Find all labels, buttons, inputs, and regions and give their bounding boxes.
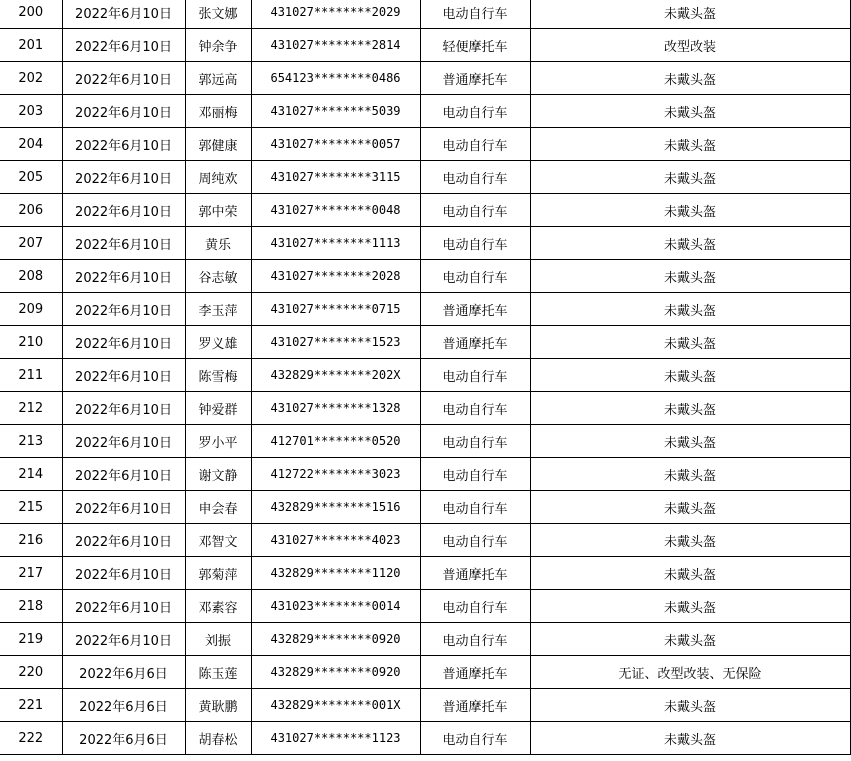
violation-cell: 未戴头盔 bbox=[530, 458, 850, 491]
date-cell: 2022年6月10日 bbox=[62, 623, 185, 656]
violation-cell: 无证、改型改装、无保险 bbox=[530, 656, 850, 689]
date-cell: 2022年6月10日 bbox=[62, 227, 185, 260]
id-number-cell: 432829********1516 bbox=[251, 491, 420, 524]
name-cell: 张文娜 bbox=[185, 0, 251, 29]
violation-cell: 未戴头盔 bbox=[530, 227, 850, 260]
row-number-cell: 222 bbox=[0, 722, 62, 755]
name-cell: 郭菊萍 bbox=[185, 557, 251, 590]
id-number-cell: 432829********1120 bbox=[251, 557, 420, 590]
id-number-cell: 431027********2814 bbox=[251, 29, 420, 62]
violation-cell: 未戴头盔 bbox=[530, 194, 850, 227]
vehicle-type-cell: 普通摩托车 bbox=[420, 689, 530, 722]
table-row bbox=[0, 590, 850, 623]
vehicle-type-cell: 普通摩托车 bbox=[420, 326, 530, 359]
id-number-cell: 431027********0715 bbox=[251, 293, 420, 326]
name-cell: 申会春 bbox=[185, 491, 251, 524]
date-cell: 2022年6月10日 bbox=[62, 62, 185, 95]
table-row bbox=[0, 293, 850, 326]
name-cell: 陈雪梅 bbox=[185, 359, 251, 392]
id-number-cell: 432829********0920 bbox=[251, 623, 420, 656]
table-row bbox=[0, 95, 850, 128]
name-cell: 刘振 bbox=[185, 623, 251, 656]
date-cell: 2022年6月10日 bbox=[62, 458, 185, 491]
violation-cell: 未戴头盔 bbox=[530, 590, 850, 623]
vehicle-type-cell: 电动自行车 bbox=[420, 590, 530, 623]
table-row bbox=[0, 392, 850, 425]
id-number-cell: 431027********1523 bbox=[251, 326, 420, 359]
violation-cell: 未戴头盔 bbox=[530, 491, 850, 524]
date-cell: 2022年6月10日 bbox=[62, 359, 185, 392]
vehicle-type-cell: 电动自行车 bbox=[420, 524, 530, 557]
table-row bbox=[0, 161, 850, 194]
name-cell: 黄耿鹏 bbox=[185, 689, 251, 722]
date-cell: 2022年6月10日 bbox=[62, 29, 185, 62]
violation-cell: 未戴头盔 bbox=[530, 0, 850, 29]
date-cell: 2022年6月10日 bbox=[62, 161, 185, 194]
vehicle-type-cell: 普通摩托车 bbox=[420, 62, 530, 95]
row-number-cell: 211 bbox=[0, 359, 62, 392]
vehicle-type-cell: 电动自行车 bbox=[420, 491, 530, 524]
date-cell: 2022年6月10日 bbox=[62, 491, 185, 524]
vehicle-type-cell: 电动自行车 bbox=[420, 0, 530, 29]
name-cell: 钟爱群 bbox=[185, 392, 251, 425]
table-row bbox=[0, 29, 850, 62]
table-row bbox=[0, 227, 850, 260]
table-row bbox=[0, 656, 850, 689]
vehicle-type-cell: 普通摩托车 bbox=[420, 656, 530, 689]
vehicle-type-cell: 电动自行车 bbox=[420, 458, 530, 491]
row-number-cell: 206 bbox=[0, 194, 62, 227]
id-number-cell: 654123********0486 bbox=[251, 62, 420, 95]
id-number-cell: 431027********0057 bbox=[251, 128, 420, 161]
violation-cell: 未戴头盔 bbox=[530, 326, 850, 359]
table-row bbox=[0, 128, 850, 161]
id-number-cell: 431027********1113 bbox=[251, 227, 420, 260]
violation-cell: 未戴头盔 bbox=[530, 95, 850, 128]
vehicle-type-cell: 电动自行车 bbox=[420, 425, 530, 458]
violation-cell: 未戴头盔 bbox=[530, 623, 850, 656]
row-number-cell: 201 bbox=[0, 29, 62, 62]
id-number-cell: 432829********001X bbox=[251, 689, 420, 722]
id-number-cell: 431023********0014 bbox=[251, 590, 420, 623]
row-number-cell: 205 bbox=[0, 161, 62, 194]
id-number-cell: 431027********4023 bbox=[251, 524, 420, 557]
row-number-cell: 213 bbox=[0, 425, 62, 458]
row-number-cell: 219 bbox=[0, 623, 62, 656]
row-number-cell: 216 bbox=[0, 524, 62, 557]
violation-cell: 未戴头盔 bbox=[530, 359, 850, 392]
date-cell: 2022年6月10日 bbox=[62, 326, 185, 359]
id-number-cell: 431027********5039 bbox=[251, 95, 420, 128]
name-cell: 谢文静 bbox=[185, 458, 251, 491]
name-cell: 邓素容 bbox=[185, 590, 251, 623]
vehicle-type-cell: 电动自行车 bbox=[420, 227, 530, 260]
name-cell: 黄乐 bbox=[185, 227, 251, 260]
date-cell: 2022年6月10日 bbox=[62, 128, 185, 161]
violation-cell: 未戴头盔 bbox=[530, 689, 850, 722]
date-cell: 2022年6月6日 bbox=[62, 656, 185, 689]
vehicle-type-cell: 电动自行车 bbox=[420, 623, 530, 656]
vehicle-type-cell: 普通摩托车 bbox=[420, 557, 530, 590]
vehicle-type-cell: 电动自行车 bbox=[420, 722, 530, 755]
table-row bbox=[0, 524, 850, 557]
vehicle-type-cell: 电动自行车 bbox=[420, 128, 530, 161]
row-number-cell: 209 bbox=[0, 293, 62, 326]
name-cell: 郭健康 bbox=[185, 128, 251, 161]
name-cell: 郭中荣 bbox=[185, 194, 251, 227]
vehicle-type-cell: 轻便摩托车 bbox=[420, 29, 530, 62]
row-number-cell: 212 bbox=[0, 392, 62, 425]
violation-cell: 未戴头盔 bbox=[530, 293, 850, 326]
id-number-cell: 431027********3115 bbox=[251, 161, 420, 194]
vehicle-type-cell: 电动自行车 bbox=[420, 260, 530, 293]
date-cell: 2022年6月10日 bbox=[62, 194, 185, 227]
row-number-cell: 200 bbox=[0, 0, 62, 29]
date-cell: 2022年6月10日 bbox=[62, 293, 185, 326]
id-number-cell: 431027********2028 bbox=[251, 260, 420, 293]
id-number-cell: 432829********202X bbox=[251, 359, 420, 392]
vehicle-type-cell: 电动自行车 bbox=[420, 194, 530, 227]
violation-cell: 未戴头盔 bbox=[530, 524, 850, 557]
id-number-cell: 412701********0520 bbox=[251, 425, 420, 458]
name-cell: 罗小平 bbox=[185, 425, 251, 458]
violation-cell: 未戴头盔 bbox=[530, 161, 850, 194]
date-cell: 2022年6月10日 bbox=[62, 0, 185, 29]
table-row bbox=[0, 689, 850, 722]
table-row bbox=[0, 62, 850, 95]
violation-cell: 未戴头盔 bbox=[530, 557, 850, 590]
row-number-cell: 207 bbox=[0, 227, 62, 260]
table-row bbox=[0, 623, 850, 656]
id-number-cell: 431027********1328 bbox=[251, 392, 420, 425]
name-cell: 胡春松 bbox=[185, 722, 251, 755]
date-cell: 2022年6月10日 bbox=[62, 524, 185, 557]
row-number-cell: 203 bbox=[0, 95, 62, 128]
row-number-cell: 208 bbox=[0, 260, 62, 293]
row-number-cell: 214 bbox=[0, 458, 62, 491]
vehicle-type-cell: 电动自行车 bbox=[420, 392, 530, 425]
table-row bbox=[0, 359, 850, 392]
row-number-cell: 217 bbox=[0, 557, 62, 590]
date-cell: 2022年6月10日 bbox=[62, 590, 185, 623]
violation-cell: 未戴头盔 bbox=[530, 392, 850, 425]
table-row bbox=[0, 722, 850, 755]
name-cell: 钟余争 bbox=[185, 29, 251, 62]
vehicle-type-cell: 电动自行车 bbox=[420, 161, 530, 194]
name-cell: 周纯欢 bbox=[185, 161, 251, 194]
table-row bbox=[0, 425, 850, 458]
table-row bbox=[0, 458, 850, 491]
row-number-cell: 215 bbox=[0, 491, 62, 524]
table-row bbox=[0, 557, 850, 590]
date-cell: 2022年6月10日 bbox=[62, 392, 185, 425]
row-number-cell: 220 bbox=[0, 656, 62, 689]
vehicle-type-cell: 普通摩托车 bbox=[420, 293, 530, 326]
date-cell: 2022年6月10日 bbox=[62, 557, 185, 590]
table-row bbox=[0, 491, 850, 524]
id-number-cell: 431027********1123 bbox=[251, 722, 420, 755]
row-number-cell: 218 bbox=[0, 590, 62, 623]
table-row bbox=[0, 326, 850, 359]
vehicle-type-cell: 电动自行车 bbox=[420, 95, 530, 128]
date-cell: 2022年6月6日 bbox=[62, 722, 185, 755]
id-number-cell: 412722********3023 bbox=[251, 458, 420, 491]
violation-cell: 未戴头盔 bbox=[530, 260, 850, 293]
name-cell: 谷志敏 bbox=[185, 260, 251, 293]
id-number-cell: 432829********0920 bbox=[251, 656, 420, 689]
id-number-cell: 431027********2029 bbox=[251, 0, 420, 29]
row-number-cell: 202 bbox=[0, 62, 62, 95]
row-number-cell: 204 bbox=[0, 128, 62, 161]
violation-cell: 未戴头盔 bbox=[530, 62, 850, 95]
name-cell: 陈玉莲 bbox=[185, 656, 251, 689]
violation-cell: 未戴头盔 bbox=[530, 722, 850, 755]
violation-cell: 未戴头盔 bbox=[530, 128, 850, 161]
row-number-cell: 221 bbox=[0, 689, 62, 722]
table-row bbox=[0, 260, 850, 293]
table-row bbox=[0, 194, 850, 227]
row-number-cell: 210 bbox=[0, 326, 62, 359]
table-row bbox=[0, 0, 850, 29]
date-cell: 2022年6月10日 bbox=[62, 95, 185, 128]
date-cell: 2022年6月10日 bbox=[62, 260, 185, 293]
name-cell: 李玉萍 bbox=[185, 293, 251, 326]
date-cell: 2022年6月6日 bbox=[62, 689, 185, 722]
name-cell: 罗义雄 bbox=[185, 326, 251, 359]
vehicle-type-cell: 电动自行车 bbox=[420, 359, 530, 392]
violation-cell: 未戴头盔 bbox=[530, 425, 850, 458]
name-cell: 邓智文 bbox=[185, 524, 251, 557]
name-cell: 邓丽梅 bbox=[185, 95, 251, 128]
id-number-cell: 431027********0048 bbox=[251, 194, 420, 227]
name-cell: 郭远高 bbox=[185, 62, 251, 95]
violation-cell: 改型改装 bbox=[530, 29, 850, 62]
date-cell: 2022年6月10日 bbox=[62, 425, 185, 458]
